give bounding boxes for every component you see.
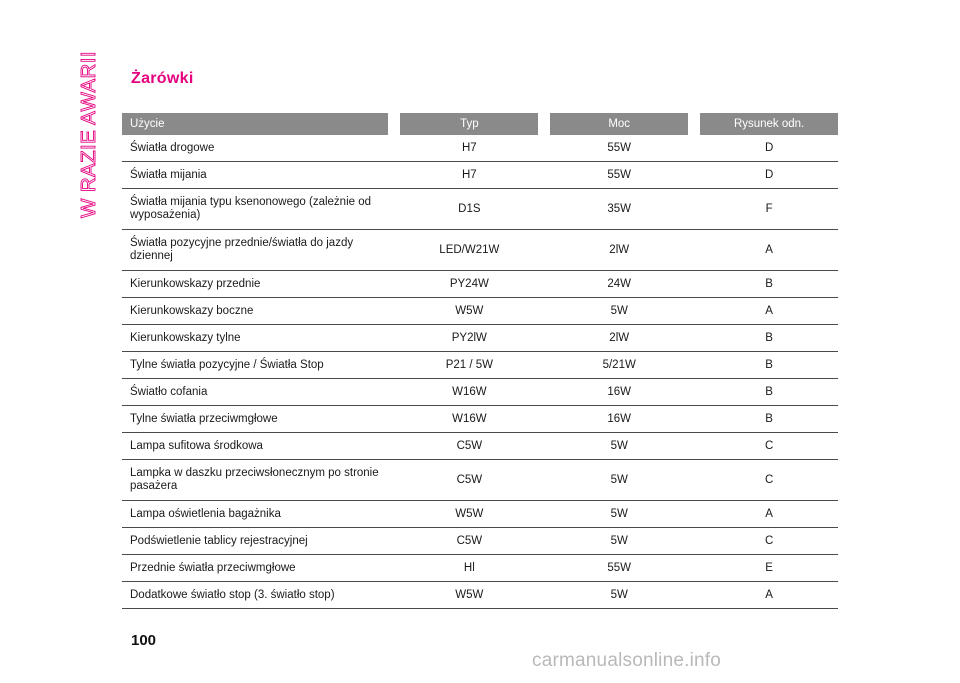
cell-type: W16W [400,406,538,433]
cell-figure: C [700,460,838,501]
cell-type: H7 [400,135,538,162]
watermark: carmanualsonline.info [532,650,722,671]
table-row [122,433,838,460]
cell-power: 5W [550,582,688,609]
cell-type: Hl [400,555,538,582]
cell-figure: B [700,379,838,406]
cell-usage: Światła pozycyjne przednie/światła do jazdy dziennej [122,230,388,271]
cell-figure: B [700,406,838,433]
cell-usage: Dodatkowe światło stop (3. światło stop) [122,582,388,609]
table-row [122,582,838,609]
cell-usage: Lampa oświetlenia bagażnika [122,501,388,528]
cell-power: 5W [550,298,688,325]
cell-figure: C [700,528,838,555]
cell-type: C5W [400,433,538,460]
table-row [122,406,838,433]
cell-power: 16W [550,379,688,406]
table-row [122,555,838,582]
cell-figure: B [700,271,838,298]
cell-type: C5W [400,528,538,555]
table-row [122,189,838,230]
table-row [122,162,838,189]
table-row [122,352,838,379]
cell-power: 16W [550,406,688,433]
cell-figure: B [700,325,838,352]
cell-power: 35W [550,189,688,230]
table-row [122,298,838,325]
header-type: Typ [400,110,538,135]
cell-figure: A [700,230,838,271]
page-number: 100 [131,632,157,649]
cell-figure: E [700,555,838,582]
cell-type: C5W [400,460,538,501]
cell-usage: Tylne światła pozycyjne / Światła Stop [122,352,388,379]
cell-power: 55W [550,555,688,582]
cell-power: 5W [550,460,688,501]
header-power: Moc [550,110,688,135]
cell-power: 5W [550,501,688,528]
cell-type: PY2lW [400,325,538,352]
table-row [122,460,838,501]
table-row [122,528,838,555]
table-row [122,230,838,271]
table-row [122,501,838,528]
cell-type: PY24W [400,271,538,298]
section-title: Żarówki [131,70,194,87]
cell-usage: Podświetlenie tablicy rejestracyjnej [122,528,388,555]
side-chapter-title [62,52,122,552]
cell-figure: A [700,582,838,609]
cell-usage: Kierunkowskazy boczne [122,298,388,325]
cell-type: H7 [400,162,538,189]
cell-power: 2lW [550,230,688,271]
cell-figure: D [700,162,838,189]
cell-usage: Tylne światła przeciwmgłowe [122,406,388,433]
cell-power: 24W [550,271,688,298]
cell-usage: Światło cofania [122,379,388,406]
cell-figure: C [700,433,838,460]
cell-usage: Kierunkowskazy przednie [122,271,388,298]
side-chapter-title-text: W RAZIE AWARII [77,51,100,218]
cell-power: 5W [550,433,688,460]
cell-power: 2lW [550,325,688,352]
cell-type: W5W [400,582,538,609]
table-row [122,325,838,352]
cell-usage: Światła drogowe [122,135,388,162]
cell-figure: B [700,352,838,379]
cell-usage: Lampka w daszku przeciwsłonecznym po stronie pasażera [122,460,388,501]
cell-figure: A [700,298,838,325]
cell-type: LED/W21W [400,230,538,271]
cell-usage: Światła mijania typu ksenonowego (zależnie od wyposażenia) [122,189,388,230]
header-figure: Rysunek odn. [700,110,838,135]
cell-power: 55W [550,162,688,189]
cell-usage: Przednie światła przeciwmgłowe [122,555,388,582]
cell-usage: Światła mijania [122,162,388,189]
cell-type: D1S [400,189,538,230]
cell-type: W5W [400,501,538,528]
cell-power: 5W [550,528,688,555]
cell-usage: Kierunkowskazy tylne [122,325,388,352]
table-header-row [122,110,838,135]
cell-power: 55W [550,135,688,162]
cell-figure: F [700,189,838,230]
header-usage: Użycie [122,110,388,135]
cell-type: P21 / 5W [400,352,538,379]
cell-type: W16W [400,379,538,406]
table-row [122,135,838,162]
cell-figure: D [700,135,838,162]
cell-figure: A [700,501,838,528]
table-row [122,271,838,298]
cell-power: 5/21W [550,352,688,379]
cell-usage: Lampa sufitowa środkowa [122,433,388,460]
bulbs-table [122,110,838,609]
table-row [122,379,838,406]
cell-type: W5W [400,298,538,325]
table-body [122,135,838,609]
